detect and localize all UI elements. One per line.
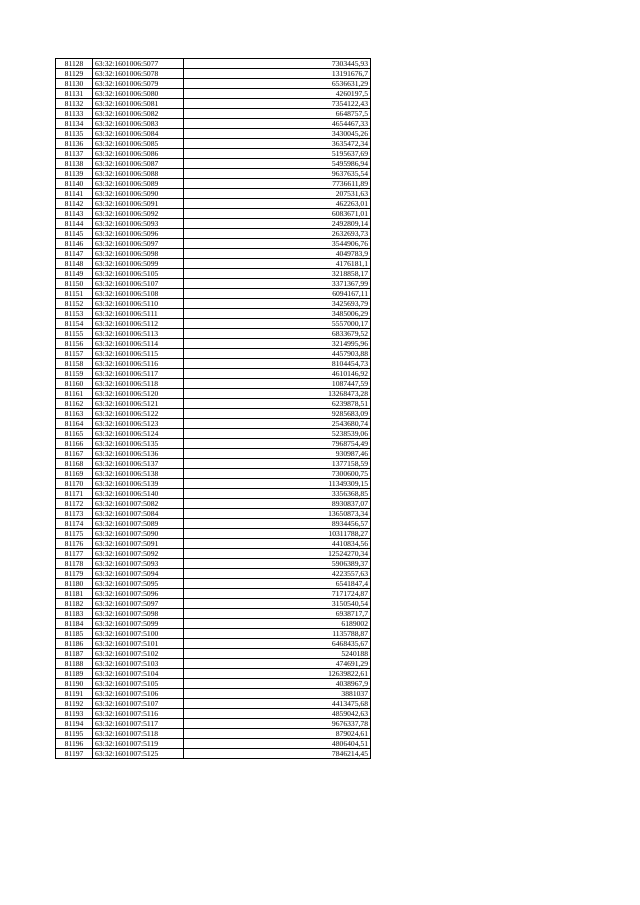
- cadastral-value-cell: 8930837,07: [184, 499, 371, 509]
- table-row: [56, 309, 371, 319]
- table-row: [56, 619, 371, 629]
- table-row: [56, 749, 371, 759]
- cadastral-value-cell: 3485006,29: [184, 309, 371, 319]
- row-number-cell: 81132: [56, 99, 93, 109]
- cadastral-number-cell: 63:32:1601006:5120: [93, 389, 184, 399]
- cadastral-value-cell: 4859042,63: [184, 709, 371, 719]
- cadastral-number-cell: 63:32:1601007:5116: [93, 709, 184, 719]
- table-row: [56, 359, 371, 369]
- row-number-cell: 81170: [56, 479, 93, 489]
- cadastral-value-cell: 4038967,9: [184, 679, 371, 689]
- table-row: [56, 419, 371, 429]
- row-number-cell: 81166: [56, 439, 93, 449]
- cadastral-value-cell: 5238539,06: [184, 429, 371, 439]
- table-row: [56, 139, 371, 149]
- cadastral-number-cell: 63:32:1601007:5099: [93, 619, 184, 629]
- cadastral-number-cell: 63:32:1601006:5088: [93, 169, 184, 179]
- row-number-cell: 81147: [56, 249, 93, 259]
- row-number-cell: 81146: [56, 239, 93, 249]
- table-row: [56, 609, 371, 619]
- table-row: [56, 549, 371, 559]
- table-row: [56, 179, 371, 189]
- row-number-cell: 81193: [56, 709, 93, 719]
- cadastral-number-cell: 63:32:1601007:5100: [93, 629, 184, 639]
- data-table: [55, 58, 371, 759]
- table-row: [56, 319, 371, 329]
- table-row: [56, 189, 371, 199]
- cadastral-number-cell: 63:32:1601006:5096: [93, 229, 184, 239]
- table-row: [56, 659, 371, 669]
- cadastral-value-cell: 1087447,59: [184, 379, 371, 389]
- table-row: [56, 159, 371, 169]
- cadastral-number-cell: 63:32:1601006:5090: [93, 189, 184, 199]
- cadastral-number-cell: 63:32:1601006:5078: [93, 69, 184, 79]
- cadastral-value-cell: 13650873,34: [184, 509, 371, 519]
- cadastral-number-cell: 63:32:1601006:5117: [93, 369, 184, 379]
- cadastral-number-cell: 63:32:1601006:5110: [93, 299, 184, 309]
- cadastral-number-cell: 63:32:1601006:5079: [93, 79, 184, 89]
- cadastral-value-cell: 1377158,59: [184, 459, 371, 469]
- cadastral-number-cell: 63:32:1601006:5124: [93, 429, 184, 439]
- table-row: [56, 119, 371, 129]
- table-row: [56, 539, 371, 549]
- cadastral-number-cell: 63:32:1601006:5135: [93, 439, 184, 449]
- table-row: [56, 339, 371, 349]
- cadastral-number-cell: 63:32:1601006:5113: [93, 329, 184, 339]
- cadastral-value-cell: 6468435,67: [184, 639, 371, 649]
- row-number-cell: 81149: [56, 269, 93, 279]
- cadastral-number-cell: 63:32:1601006:5092: [93, 209, 184, 219]
- row-number-cell: 81177: [56, 549, 93, 559]
- table-row: [56, 689, 371, 699]
- cadastral-number-cell: 63:32:1601006:5081: [93, 99, 184, 109]
- cadastral-value-cell: 3150540,54: [184, 599, 371, 609]
- row-number-cell: 81172: [56, 499, 93, 509]
- table-row: [56, 379, 371, 389]
- row-number-cell: 81196: [56, 739, 93, 749]
- table-row: [56, 709, 371, 719]
- cadastral-value-cell: 3371367,99: [184, 279, 371, 289]
- row-number-cell: 81130: [56, 79, 93, 89]
- row-number-cell: 81169: [56, 469, 93, 479]
- row-number-cell: 81156: [56, 339, 93, 349]
- cadastral-number-cell: 63:32:1601006:5082: [93, 109, 184, 119]
- cadastral-number-cell: 63:32:1601007:5102: [93, 649, 184, 659]
- cadastral-value-cell: 6541847,4: [184, 579, 371, 589]
- cadastral-value-cell: 4654467,33: [184, 119, 371, 129]
- cadastral-number-cell: 63:32:1601007:5106: [93, 689, 184, 699]
- cadastral-number-cell: 63:32:1601006:5080: [93, 89, 184, 99]
- cadastral-number-cell: 63:32:1601006:5105: [93, 269, 184, 279]
- cadastral-value-cell: 4410834,56: [184, 539, 371, 549]
- table-row: [56, 489, 371, 499]
- cadastral-value-cell: 2543680,74: [184, 419, 371, 429]
- cadastral-value-cell: 7300600,75: [184, 469, 371, 479]
- cadastral-value-cell: 3881037: [184, 689, 371, 699]
- cadastral-number-cell: 63:32:1601006:5107: [93, 279, 184, 289]
- cadastral-value-cell: 4806404,51: [184, 739, 371, 749]
- row-number-cell: 81174: [56, 519, 93, 529]
- table-row: [56, 719, 371, 729]
- row-number-cell: 81137: [56, 149, 93, 159]
- cadastral-number-cell: 63:32:1601007:5096: [93, 589, 184, 599]
- cadastral-value-cell: 462263,01: [184, 199, 371, 209]
- row-number-cell: 81138: [56, 159, 93, 169]
- cadastral-value-cell: 3635472,34: [184, 139, 371, 149]
- table-row: [56, 269, 371, 279]
- table-row: [56, 739, 371, 749]
- table-row: [56, 199, 371, 209]
- row-number-cell: 81134: [56, 119, 93, 129]
- row-number-cell: 81159: [56, 369, 93, 379]
- row-number-cell: 81190: [56, 679, 93, 689]
- cadastral-number-cell: 63:32:1601006:5112: [93, 319, 184, 329]
- cadastral-value-cell: 5557000,17: [184, 319, 371, 329]
- cadastral-number-cell: 63:32:1601006:5111: [93, 309, 184, 319]
- table-row: [56, 249, 371, 259]
- cadastral-number-cell: 63:32:1601006:5116: [93, 359, 184, 369]
- cadastral-number-cell: 63:32:1601006:5115: [93, 349, 184, 359]
- table-row: [56, 679, 371, 689]
- table-row: [56, 529, 371, 539]
- cadastral-number-cell: 63:32:1601007:5125: [93, 749, 184, 759]
- cadastral-value-cell: 8934456,57: [184, 519, 371, 529]
- cadastral-value-cell: 11349309,15: [184, 479, 371, 489]
- row-number-cell: 81171: [56, 489, 93, 499]
- cadastral-value-cell: 7846214,45: [184, 749, 371, 759]
- cadastral-number-cell: 63:32:1601006:5098: [93, 249, 184, 259]
- table-row: [56, 469, 371, 479]
- cadastral-value-cell: 4223557,63: [184, 569, 371, 579]
- row-number-cell: 81164: [56, 419, 93, 429]
- table-row: [56, 89, 371, 99]
- table-row: [56, 399, 371, 409]
- cadastral-number-cell: 63:32:1601006:5123: [93, 419, 184, 429]
- table-row: [56, 519, 371, 529]
- cadastral-number-cell: 63:32:1601007:5101: [93, 639, 184, 649]
- cadastral-value-cell: 474691,29: [184, 659, 371, 669]
- table-row: [56, 669, 371, 679]
- cadastral-value-cell: 6833679,52: [184, 329, 371, 339]
- row-number-cell: 81155: [56, 329, 93, 339]
- cadastral-value-cell: 207531,63: [184, 189, 371, 199]
- cadastral-value-cell: 4610146,92: [184, 369, 371, 379]
- table-row: [56, 439, 371, 449]
- row-number-cell: 81167: [56, 449, 93, 459]
- table-row: [56, 79, 371, 89]
- cadastral-number-cell: 63:32:1601006:5114: [93, 339, 184, 349]
- cadastral-number-cell: 63:32:1601007:5093: [93, 559, 184, 569]
- cadastral-number-cell: 63:32:1601006:5084: [93, 129, 184, 139]
- cadastral-value-cell: 6083671,01: [184, 209, 371, 219]
- cadastral-number-cell: 63:32:1601007:5119: [93, 739, 184, 749]
- table-row: [56, 149, 371, 159]
- row-number-cell: 81139: [56, 169, 93, 179]
- cadastral-value-cell: 10311788,27: [184, 529, 371, 539]
- row-number-cell: 81188: [56, 659, 93, 669]
- table-row: [56, 729, 371, 739]
- cadastral-number-cell: 63:32:1601006:5108: [93, 289, 184, 299]
- cadastral-value-cell: 4176181,1: [184, 259, 371, 269]
- cadastral-value-cell: 1135788,87: [184, 629, 371, 639]
- cadastral-number-cell: 63:32:1601006:5136: [93, 449, 184, 459]
- cadastral-number-cell: 63:32:1601007:5105: [93, 679, 184, 689]
- cadastral-value-cell: 930987,46: [184, 449, 371, 459]
- row-number-cell: 81187: [56, 649, 93, 659]
- row-number-cell: 81133: [56, 109, 93, 119]
- cadastral-number-cell: 63:32:1601007:5089: [93, 519, 184, 529]
- row-number-cell: 81178: [56, 559, 93, 569]
- row-number-cell: 81144: [56, 219, 93, 229]
- cadastral-value-cell: 9676337,78: [184, 719, 371, 729]
- cadastral-number-cell: 63:32:1601006:5089: [93, 179, 184, 189]
- cadastral-number-cell: 63:32:1601007:5094: [93, 569, 184, 579]
- row-number-cell: 81152: [56, 299, 93, 309]
- cadastral-value-cell: 4413475,68: [184, 699, 371, 709]
- table-row: [56, 409, 371, 419]
- cadastral-value-cell: 5195637,69: [184, 149, 371, 159]
- row-number-cell: 81189: [56, 669, 93, 679]
- cadastral-number-cell: 63:32:1601006:5085: [93, 139, 184, 149]
- cadastral-number-cell: 63:32:1601006:5091: [93, 199, 184, 209]
- row-number-cell: 81131: [56, 89, 93, 99]
- cadastral-number-cell: 63:32:1601007:5084: [93, 509, 184, 519]
- row-number-cell: 81197: [56, 749, 93, 759]
- table-row: [56, 569, 371, 579]
- row-number-cell: 81128: [56, 59, 93, 69]
- cadastral-number-cell: 63:32:1601006:5087: [93, 159, 184, 169]
- cadastral-number-cell: 63:32:1601007:5104: [93, 669, 184, 679]
- table-row: [56, 479, 371, 489]
- cadastral-value-cell: 3544906,76: [184, 239, 371, 249]
- row-number-cell: 81176: [56, 539, 93, 549]
- row-number-cell: 81182: [56, 599, 93, 609]
- table-row: [56, 219, 371, 229]
- table-row: [56, 59, 371, 69]
- cadastral-number-cell: 63:32:1601006:5138: [93, 469, 184, 479]
- cadastral-value-cell: 12639822,61: [184, 669, 371, 679]
- cadastral-number-cell: 63:32:1601006:5086: [93, 149, 184, 159]
- cadastral-value-cell: 6938717,7: [184, 609, 371, 619]
- row-number-cell: 81179: [56, 569, 93, 579]
- row-number-cell: 81153: [56, 309, 93, 319]
- cadastral-value-cell: 12524270,34: [184, 549, 371, 559]
- table-row: [56, 109, 371, 119]
- cadastral-value-cell: 7171724,87: [184, 589, 371, 599]
- cadastral-number-cell: 63:32:1601006:5099: [93, 259, 184, 269]
- row-number-cell: 81150: [56, 279, 93, 289]
- cadastral-value-cell: 3356368,85: [184, 489, 371, 499]
- row-number-cell: 81181: [56, 589, 93, 599]
- table-row: [56, 629, 371, 639]
- cadastral-value-cell: 7354122,43: [184, 99, 371, 109]
- row-number-cell: 81185: [56, 629, 93, 639]
- table-row: [56, 499, 371, 509]
- cadastral-number-cell: 63:32:1601006:5122: [93, 409, 184, 419]
- cadastral-value-cell: 4260197,5: [184, 89, 371, 99]
- table-row: [56, 699, 371, 709]
- cadastral-value-cell: 3425693,79: [184, 299, 371, 309]
- cadastral-number-cell: 63:32:1601006:5118: [93, 379, 184, 389]
- table-row: [56, 99, 371, 109]
- cadastral-value-cell: 6648757,5: [184, 109, 371, 119]
- table-row: [56, 389, 371, 399]
- cadastral-number-cell: 63:32:1601007:5097: [93, 599, 184, 609]
- row-number-cell: 81192: [56, 699, 93, 709]
- row-number-cell: 81180: [56, 579, 93, 589]
- cadastral-number-cell: 63:32:1601007:5092: [93, 549, 184, 559]
- table-row: [56, 289, 371, 299]
- table-row: [56, 209, 371, 219]
- row-number-cell: 81142: [56, 199, 93, 209]
- row-number-cell: 81145: [56, 229, 93, 239]
- row-number-cell: 81168: [56, 459, 93, 469]
- cadastral-value-cell: 6536631,29: [184, 79, 371, 89]
- cadastral-number-cell: 63:32:1601007:5090: [93, 529, 184, 539]
- row-number-cell: 81194: [56, 719, 93, 729]
- cadastral-number-cell: 63:32:1601006:5137: [93, 459, 184, 469]
- cadastral-value-cell: 7736611,89: [184, 179, 371, 189]
- cadastral-value-cell: 879024,61: [184, 729, 371, 739]
- row-number-cell: 81183: [56, 609, 93, 619]
- table-row: [56, 429, 371, 439]
- cadastral-value-cell: 7303445,93: [184, 59, 371, 69]
- table-row: [56, 579, 371, 589]
- row-number-cell: 81160: [56, 379, 93, 389]
- table-row: [56, 169, 371, 179]
- row-number-cell: 81195: [56, 729, 93, 739]
- row-number-cell: 81154: [56, 319, 93, 329]
- row-number-cell: 81136: [56, 139, 93, 149]
- cadastral-value-cell: 13191676,7: [184, 69, 371, 79]
- table-row: [56, 509, 371, 519]
- row-number-cell: 81165: [56, 429, 93, 439]
- cadastral-number-cell: 63:32:1601007:5098: [93, 609, 184, 619]
- table-row: [56, 349, 371, 359]
- row-number-cell: 81135: [56, 129, 93, 139]
- cadastral-number-cell: 63:32:1601006:5077: [93, 59, 184, 69]
- row-number-cell: 81161: [56, 389, 93, 399]
- cadastral-value-cell: 2492809,14: [184, 219, 371, 229]
- cadastral-number-cell: 63:32:1601006:5083: [93, 119, 184, 129]
- cadastral-number-cell: 63:32:1601007:5103: [93, 659, 184, 669]
- cadastral-value-cell: 3218858,17: [184, 269, 371, 279]
- row-number-cell: 81175: [56, 529, 93, 539]
- cadastral-number-cell: 63:32:1601007:5117: [93, 719, 184, 729]
- row-number-cell: 81143: [56, 209, 93, 219]
- row-number-cell: 81184: [56, 619, 93, 629]
- cadastral-value-cell: 6239878,51: [184, 399, 371, 409]
- table-row: [56, 229, 371, 239]
- cadastral-value-cell: 5495986,94: [184, 159, 371, 169]
- table-row: [56, 259, 371, 269]
- row-number-cell: 81129: [56, 69, 93, 79]
- cadastral-value-cell: 3214995,96: [184, 339, 371, 349]
- cadastral-number-cell: 63:32:1601007:5118: [93, 729, 184, 739]
- cadastral-number-cell: 63:32:1601007:5095: [93, 579, 184, 589]
- table-row: [56, 329, 371, 339]
- cadastral-value-cell: 5240188: [184, 649, 371, 659]
- table-row: [56, 599, 371, 609]
- cadastral-value-cell: 4457903,88: [184, 349, 371, 359]
- cadastral-value-cell: 9285683,09: [184, 409, 371, 419]
- cadastral-value-cell: 7968754,49: [184, 439, 371, 449]
- row-number-cell: 81148: [56, 259, 93, 269]
- cadastral-value-cell: 6189002: [184, 619, 371, 629]
- row-number-cell: 81186: [56, 639, 93, 649]
- table-body: [56, 59, 371, 759]
- cadastral-value-cell: 8104454,73: [184, 359, 371, 369]
- row-number-cell: 81191: [56, 689, 93, 699]
- table-row: [56, 649, 371, 659]
- cadastral-number-cell: 63:32:1601007:5082: [93, 499, 184, 509]
- table-row: [56, 589, 371, 599]
- table-row: [56, 239, 371, 249]
- table-row: [56, 129, 371, 139]
- table-row: [56, 559, 371, 569]
- row-number-cell: 81163: [56, 409, 93, 419]
- cadastral-number-cell: 63:32:1601006:5121: [93, 399, 184, 409]
- cadastral-value-cell: 13268473,28: [184, 389, 371, 399]
- cadastral-value-cell: 9637635,54: [184, 169, 371, 179]
- cadastral-number-cell: 63:32:1601006:5139: [93, 479, 184, 489]
- cadastral-value-cell: 6094167,11: [184, 289, 371, 299]
- table-row: [56, 299, 371, 309]
- cadastral-value-cell: 5906389,37: [184, 559, 371, 569]
- cadastral-number-cell: 63:32:1601006:5097: [93, 239, 184, 249]
- table-row: [56, 69, 371, 79]
- table-row: [56, 279, 371, 289]
- cadastral-value-cell: 2632693,73: [184, 229, 371, 239]
- cadastral-number-cell: 63:32:1601006:5093: [93, 219, 184, 229]
- table-row: [56, 639, 371, 649]
- cadastral-value-cell: 3430045,26: [184, 129, 371, 139]
- cadastral-number-cell: 63:32:1601007:5107: [93, 699, 184, 709]
- row-number-cell: 81162: [56, 399, 93, 409]
- row-number-cell: 81158: [56, 359, 93, 369]
- table-row: [56, 459, 371, 469]
- row-number-cell: 81173: [56, 509, 93, 519]
- row-number-cell: 81140: [56, 179, 93, 189]
- table-row: [56, 369, 371, 379]
- table-row: [56, 449, 371, 459]
- row-number-cell: 81157: [56, 349, 93, 359]
- cadastral-number-cell: 63:32:1601006:5140: [93, 489, 184, 499]
- cadastral-number-cell: 63:32:1601007:5091: [93, 539, 184, 549]
- row-number-cell: 81151: [56, 289, 93, 299]
- cadastral-value-cell: 4049783,9: [184, 249, 371, 259]
- row-number-cell: 81141: [56, 189, 93, 199]
